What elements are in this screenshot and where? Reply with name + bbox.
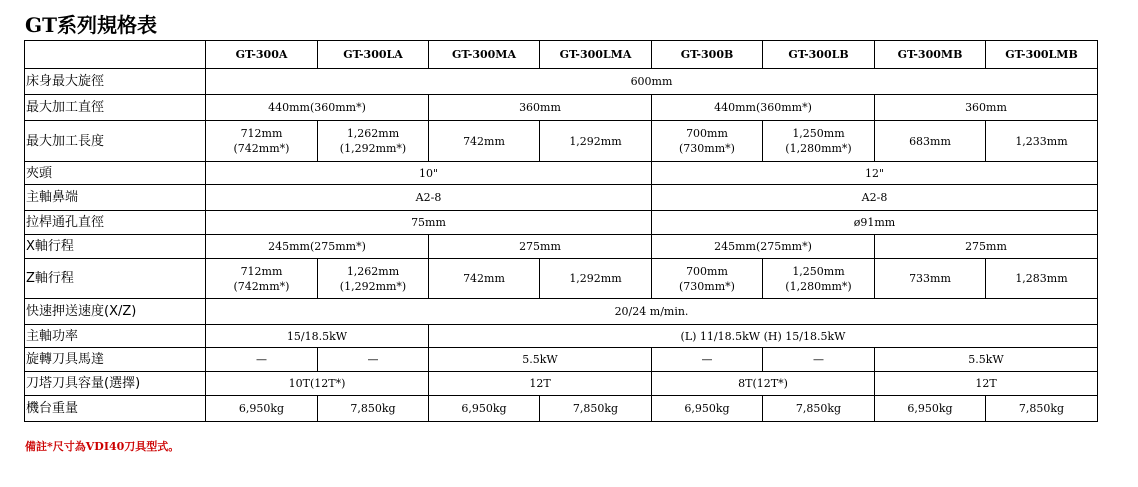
value-cell (318, 259, 429, 299)
value-cell (206, 348, 318, 372)
value-cell (206, 299, 1098, 325)
value-cell (429, 121, 540, 162)
value-text: 5.5kW (968, 353, 1004, 366)
value-text: 1,250mm (792, 127, 845, 140)
value-cell (652, 235, 875, 259)
value-text: 12" (864, 166, 885, 180)
value-cell (652, 396, 763, 422)
value-text: A2-8 (415, 191, 442, 204)
value-text: — (701, 353, 713, 366)
value-cell (206, 259, 318, 299)
value-cell (206, 185, 652, 211)
value-cell (206, 69, 1098, 95)
row-label: 刀塔刀具容量(選擇) (25, 372, 206, 396)
value-cell (206, 235, 429, 259)
value-text: 1,262mm (346, 264, 400, 278)
value-cell (318, 348, 429, 372)
spec-row (25, 162, 1098, 185)
value-text: 7,850kg (572, 402, 619, 415)
value-text: 6,950kg (907, 402, 953, 415)
value-cell (206, 162, 652, 185)
value-cell (206, 372, 429, 396)
header-row (25, 41, 1098, 69)
value-cell (652, 259, 763, 299)
value-cell (875, 259, 986, 299)
value-text: 15/18.5kW (286, 329, 348, 343)
value-cell (206, 325, 429, 348)
value-cell (206, 396, 318, 422)
value-cell (318, 396, 429, 422)
value-cell (429, 372, 652, 396)
model-header: GT-300MA (429, 41, 540, 69)
value-text: 1,233mm (1015, 134, 1068, 148)
row-label: 最大加工長度 (25, 121, 206, 162)
value-text: 440mm(360mm*) (714, 101, 812, 114)
value-text: 1,292mm (569, 134, 622, 148)
spec-row (25, 259, 1098, 299)
footnote: 備註*尺寸為VDI40刀具型式。 (25, 440, 180, 453)
value-text: 7,850kg (1018, 402, 1065, 415)
value-text: 10T(12T*) (288, 377, 346, 390)
value-text: 1,292mm (569, 272, 622, 285)
value-cell (986, 396, 1098, 422)
spec-row (25, 95, 1098, 121)
spec-body (25, 69, 1098, 422)
value-text: (742mm*) (233, 279, 290, 293)
value-text: (1,292mm*) (339, 142, 407, 155)
value-cell (652, 95, 875, 121)
value-cell (540, 259, 652, 299)
value-text: 1,283mm (1015, 272, 1068, 285)
value-text: — (813, 353, 824, 366)
row-label: X軸行程 (25, 235, 206, 259)
value-text: 12T (975, 377, 997, 390)
value-text: 683mm (909, 134, 951, 148)
value-cell (652, 185, 1098, 211)
row-label: 快速押送速度(X/Z) (25, 299, 206, 325)
value-text: (1,292mm*) (339, 279, 407, 293)
spec-table (24, 40, 1098, 422)
model-header: GT-300B (652, 41, 763, 69)
corner-cell (25, 41, 206, 69)
value-text: 1,250mm (792, 264, 845, 278)
value-cell (429, 396, 540, 422)
spec-row (25, 372, 1098, 396)
value-text: (742mm*) (233, 142, 290, 155)
value-cell (429, 325, 1098, 348)
value-text: 733mm (909, 272, 951, 285)
value-text: 245mm(275mm*) (714, 240, 812, 253)
value-cell (429, 95, 652, 121)
value-text: 6,950kg (461, 402, 507, 415)
model-header: GT-300LB (763, 41, 875, 69)
value-cell (986, 121, 1098, 162)
value-cell (652, 372, 875, 396)
row-label: Z軸行程 (25, 259, 206, 299)
value-cell (875, 372, 1098, 396)
value-cell (875, 396, 986, 422)
value-text: — (367, 353, 379, 366)
value-cell (652, 348, 763, 372)
spec-row (25, 121, 1098, 162)
value-text: 360mm (965, 101, 1007, 114)
row-label: 主軸功率 (25, 325, 206, 348)
value-text: 600mm (630, 75, 673, 88)
value-text: 20/24 m/min. (614, 305, 689, 318)
value-text: (1,280mm*) (785, 142, 852, 155)
value-cell (540, 396, 652, 422)
value-text: 742mm (463, 134, 505, 148)
value-text: 275mm (965, 240, 1007, 253)
value-text: A2-8 (861, 191, 888, 204)
row-label: 拉桿通孔直徑 (25, 211, 206, 235)
value-text: 75mm (411, 216, 446, 229)
value-cell (875, 95, 1098, 121)
spec-row (25, 396, 1098, 422)
value-text: 275mm (519, 240, 561, 253)
value-cell (429, 235, 652, 259)
model-header: GT-300LMA (540, 41, 652, 69)
value-cell (652, 211, 1098, 235)
value-cell (986, 259, 1098, 299)
value-cell (429, 348, 652, 372)
value-text: 8T(12T*) (738, 377, 788, 390)
value-text: — (256, 353, 267, 366)
value-cell (763, 121, 875, 162)
spec-row (25, 211, 1098, 235)
spec-row (25, 185, 1098, 211)
value-text: 10" (418, 166, 439, 180)
value-text: 360mm (519, 101, 561, 114)
row-label: 夾頭 (25, 162, 206, 185)
row-label: 主軸鼻端 (25, 185, 206, 211)
model-header: GT-300LA (318, 41, 429, 69)
spec-row (25, 235, 1098, 259)
model-header: GT-300A (206, 41, 318, 69)
row-label: 床身最大旋徑 (25, 69, 206, 95)
value-text: 440mm(360mm*) (268, 101, 366, 114)
value-text: 700mm (686, 264, 728, 278)
row-label: 旋轉刀具馬達 (25, 348, 206, 372)
value-text: 7,850kg (795, 402, 842, 415)
value-text: (1,280mm*) (785, 279, 852, 293)
row-label: 最大加工直徑 (25, 95, 206, 121)
value-text: 6,950kg (684, 402, 730, 415)
value-cell (429, 259, 540, 299)
value-text: 245mm(275mm*) (268, 240, 366, 253)
value-text: 5.5kW (522, 353, 558, 366)
value-cell (875, 235, 1098, 259)
value-cell (652, 162, 1098, 185)
value-text: 742mm (463, 272, 505, 285)
page-title: GT系列規格表 (25, 13, 157, 37)
value-text: (730mm*) (679, 279, 735, 293)
value-text: 7,850kg (350, 402, 396, 415)
spec-row (25, 299, 1098, 325)
value-text: (L) 11/18.5kW (H) 15/18.5kW (680, 329, 846, 343)
value-cell (763, 396, 875, 422)
value-text: 1,262mm (346, 127, 400, 140)
value-cell (206, 95, 429, 121)
spec-row (25, 348, 1098, 372)
model-header: GT-300MB (875, 41, 986, 69)
value-text: (730mm*) (679, 142, 735, 155)
value-cell (206, 211, 652, 235)
spec-row (25, 69, 1098, 95)
value-cell (318, 121, 429, 162)
value-cell (206, 121, 318, 162)
value-text: 700mm (686, 127, 728, 140)
value-cell (540, 121, 652, 162)
value-cell (763, 259, 875, 299)
model-header: GT-300LMB (986, 41, 1098, 69)
value-text: 712mm (240, 264, 283, 278)
value-cell (875, 348, 1098, 372)
value-cell (652, 121, 763, 162)
value-text: ø91mm (853, 216, 896, 229)
value-cell (763, 348, 875, 372)
value-text: 6,950kg (238, 402, 285, 415)
spec-row (25, 325, 1098, 348)
row-label: 機台重量 (25, 396, 206, 422)
value-text: 712mm (240, 127, 283, 140)
value-text: 12T (529, 377, 551, 390)
value-cell (875, 121, 986, 162)
